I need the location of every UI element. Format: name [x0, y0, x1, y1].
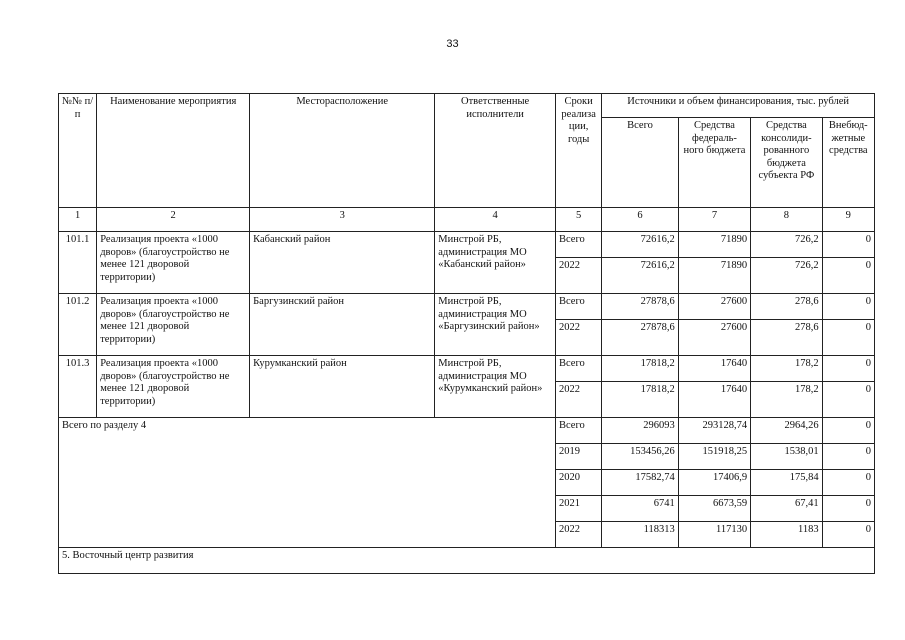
consolidated-cell: 1538,01	[751, 444, 822, 470]
project-responsible: Минстрой РБ, администрация МО «Кабанский район»	[435, 232, 556, 294]
project-responsible: Минстрой РБ, администрация МО «Курумканский район»	[435, 356, 556, 418]
header-col-sources: Источники и объем финансирования, тыс. рублей	[602, 94, 875, 118]
external-cell: 0	[822, 294, 874, 320]
project-row	[59, 294, 875, 320]
external-cell: 0	[822, 382, 874, 418]
total-cell: 17818,2	[602, 356, 678, 382]
federal-cell: 71890	[678, 232, 750, 258]
consolidated-cell: 67,41	[751, 496, 822, 522]
header-col-terms: Сроки реализа ции, годы	[556, 94, 602, 208]
project-name: Реализация проекта «1000 дворов» (благоустройство не менее 121 дворовой территории)	[97, 356, 250, 418]
total-cell: 153456,26	[602, 444, 678, 470]
consolidated-cell: 278,6	[751, 320, 822, 356]
project-name: Реализация проекта «1000 дворов» (благоустройство не менее 121 дворовой территории)	[97, 232, 250, 294]
col-number: 6	[602, 208, 678, 232]
external-cell: 0	[822, 470, 874, 496]
total-cell: 17818,2	[602, 382, 678, 418]
header-col-location: Месторасположение	[250, 94, 435, 208]
federal-cell: 6673,59	[678, 496, 750, 522]
col-number: 9	[822, 208, 874, 232]
external-cell: 0	[822, 258, 874, 294]
project-location: Баргузинский район	[250, 294, 435, 356]
external-cell: 0	[822, 522, 874, 548]
project-name: Реализация проекта «1000 дворов» (благоустройство не менее 121 дворовой территории)	[97, 294, 250, 356]
header-col-responsible: Ответственные исполнители	[435, 94, 556, 208]
consolidated-cell: 178,2	[751, 356, 822, 382]
federal-cell: 71890	[678, 258, 750, 294]
total-cell: 17582,74	[602, 470, 678, 496]
consolidated-cell: 175,84	[751, 470, 822, 496]
total-cell: 72616,2	[602, 258, 678, 294]
column-numbers-row	[59, 208, 875, 232]
col-number: 1	[59, 208, 97, 232]
external-cell: 0	[822, 496, 874, 522]
term-cell: 2022	[556, 320, 602, 356]
external-cell: 0	[822, 418, 874, 444]
consolidated-cell: 178,2	[751, 382, 822, 418]
term-cell: 2021	[556, 496, 602, 522]
financing-table	[58, 93, 875, 574]
project-location: Курумканский район	[250, 356, 435, 418]
project-number: 101.1	[59, 232, 97, 294]
external-cell: 0	[822, 320, 874, 356]
col-number: 7	[678, 208, 750, 232]
term-cell: 2019	[556, 444, 602, 470]
external-cell: 0	[822, 232, 874, 258]
header-sub-federal: Средства федераль- ного бюджета	[678, 118, 750, 208]
col-number: 5	[556, 208, 602, 232]
total-cell: 72616,2	[602, 232, 678, 258]
consolidated-cell: 2964,26	[751, 418, 822, 444]
term-cell: Всего	[556, 232, 602, 258]
term-cell: Всего	[556, 356, 602, 382]
term-cell: 2022	[556, 258, 602, 294]
header-col-name: Наименование мероприятия	[97, 94, 250, 208]
total-cell: 296093	[602, 418, 678, 444]
federal-cell: 117130	[678, 522, 750, 548]
term-cell: 2020	[556, 470, 602, 496]
federal-cell: 17406,9	[678, 470, 750, 496]
consolidated-cell: 1183	[751, 522, 822, 548]
consolidated-cell: 278,6	[751, 294, 822, 320]
col-number: 8	[751, 208, 822, 232]
consolidated-cell: 726,2	[751, 232, 822, 258]
federal-cell: 151918,25	[678, 444, 750, 470]
total-cell: 27878,6	[602, 294, 678, 320]
federal-cell: 27600	[678, 294, 750, 320]
header-sub-external: Внебюд- жетные средства	[822, 118, 874, 208]
consolidated-cell: 726,2	[751, 258, 822, 294]
total-cell: 27878,6	[602, 320, 678, 356]
page-number: 33	[446, 38, 459, 50]
project-responsible: Минстрой РБ, администрация МО «Баргузинский район»	[435, 294, 556, 356]
federal-cell: 27600	[678, 320, 750, 356]
federal-cell: 293128,74	[678, 418, 750, 444]
term-cell: Всего	[556, 418, 602, 444]
section-header-row	[59, 548, 875, 574]
total-cell: 118313	[602, 522, 678, 548]
col-number: 3	[250, 208, 435, 232]
total-cell: 6741	[602, 496, 678, 522]
project-number: 101.3	[59, 356, 97, 418]
term-cell: Всего	[556, 294, 602, 320]
federal-cell: 17640	[678, 382, 750, 418]
federal-cell: 17640	[678, 356, 750, 382]
external-cell: 0	[822, 356, 874, 382]
section-total-label: Всего по разделу 4	[59, 418, 556, 548]
project-row	[59, 232, 875, 258]
term-cell: 2022	[556, 522, 602, 548]
col-number: 4	[435, 208, 556, 232]
term-cell: 2022	[556, 382, 602, 418]
header-sub-consolidated: Средства консолиди- рованного бюджета субъекта РФ	[751, 118, 822, 208]
next-section-title: 5. Восточный центр развития	[59, 548, 875, 574]
project-number: 101.2	[59, 294, 97, 356]
col-number: 2	[97, 208, 250, 232]
header-sub-total: Всего	[602, 118, 678, 208]
project-location: Кабанский район	[250, 232, 435, 294]
section-total-row	[59, 418, 875, 444]
external-cell: 0	[822, 444, 874, 470]
header-col-num: №№ п/п	[59, 94, 97, 208]
project-row	[59, 356, 875, 382]
